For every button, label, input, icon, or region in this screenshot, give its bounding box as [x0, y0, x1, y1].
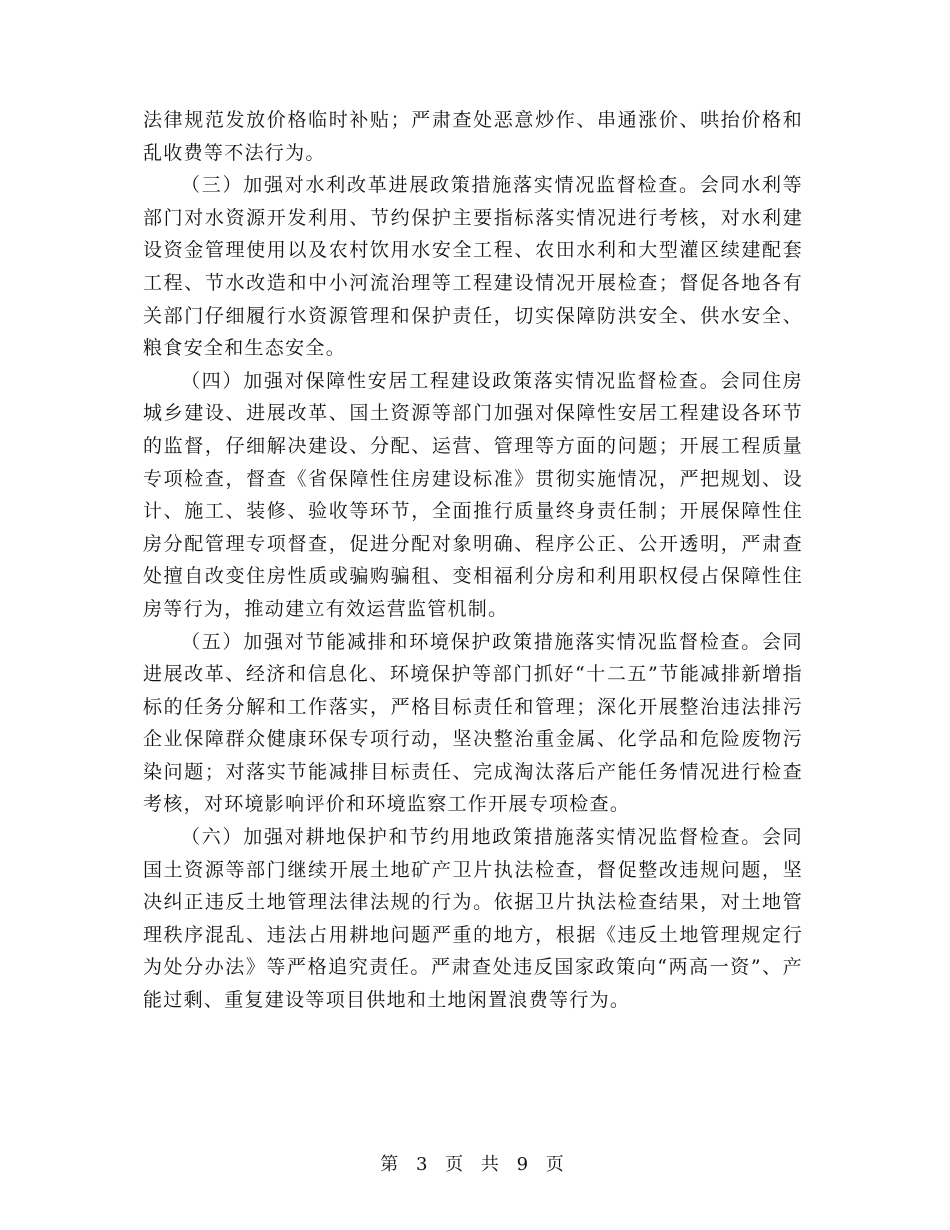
paragraph-affordable-housing: （四）加强对保障性安居工程建设政策落实情况监督检查。会同住房城乡建设、进展改革、国土资源等部门加强对保障性安居工程建设各环节的监督，仔细解决建设、分配、运营、管理等方面的问题；开展工程质量专项检查，督查《省保障性住房建设标准》贯彻实施情况，严把规划、设计、施工、装修、验收等环节，全面推行质量终身责任制；开展保障性住房分配管理专项督查，促进分配对象明确、程序公正、公开透明，严肃查处擅自改变住房性质或骗购骗租、变相福利分房和利用职权侵占保障性住房等行为，推动建立有效运营监管机制。 [143, 369, 803, 620]
paragraph-energy-environment: （五）加强对节能减排和环境保护政策措施落实情况监督检查。会同进展改革、经济和信息化、环境保护等部门抓好“十二五”节能减排新增指标的任务分解和工作落实，严格目标责任和管理；深化开展整治违法排污企业保障群众健康环保专项行动，坚决整治重金属、化学品和危险废物污染问题；对落实节能减排目标责任、完成淘汰落后产能任务情况进行检查考核，对环境影响评价和环境监察工作开展专项检查。 [143, 630, 803, 816]
page-number-footer: 第 3 页 共 9 页 [380, 1154, 570, 1175]
paragraph-land-protection: （六）加强对耕地保护和节约用地政策措施落实情况监督检查。会同国土资源等部门继续开展土地矿产卫片执法检查，督促整改违规问题，坚决纠正违反土地管理法律法规的行为。依据卫片执法检查结果，对土地管理秩序混乱、违法占用耕地问题严重的地方，根据《违反土地管理规定行为处分办法》等严格追究责任。严肃查处违反国家政策向“两高一资”、产能过剩、重复建设等项目供地和土地闲置浪费等行为。 [143, 826, 803, 1012]
document-body [143, 104, 803, 1017]
paragraph-water-conservancy: （三）加强对水利改革进展政策措施落实情况监督检查。会同水利等部门对水资源开发利用、节约保护主要指标落实情况进行考核，对水利建设资金管理使用以及农村饮用水安全工程、农田水利和大型灌区续建配套工程、节水改造和中小河流治理等工程建设情况开展检查；督促各地各有关部门仔细履行水资源管理和保护责任，切实保障防洪安全、供水安全、粮食安全和生态安全。 [143, 174, 803, 360]
paragraph-continuation: 法律规范发放价格临时补贴；严肃查处恶意炒作、串通涨价、哄抬价格和乱收费等不法行为。 [143, 109, 803, 164]
